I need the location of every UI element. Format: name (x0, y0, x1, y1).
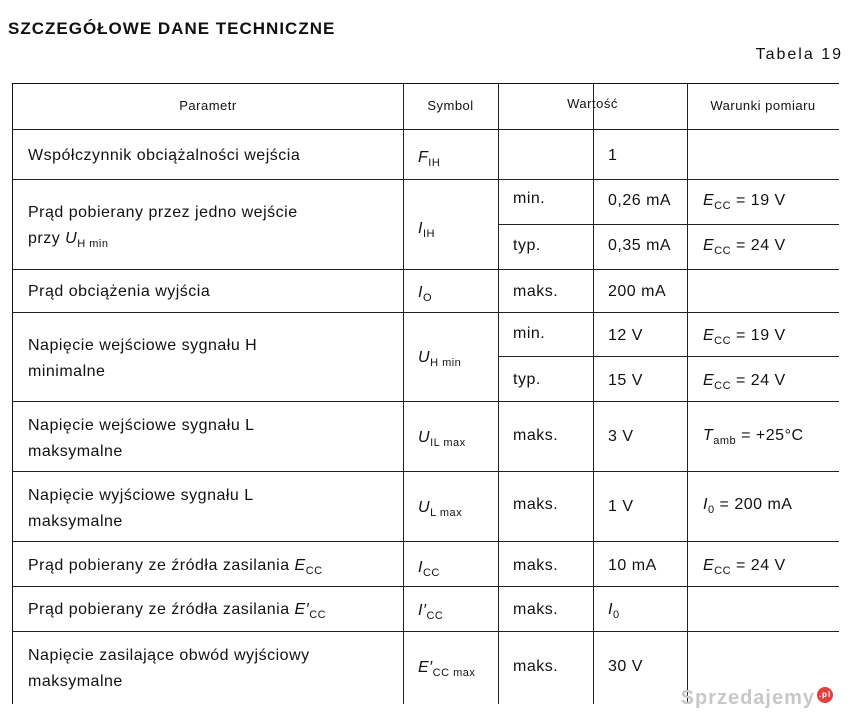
param-qualifier: maks. (513, 496, 559, 513)
param-symbol: $U_{H min}$ (418, 349, 462, 369)
param-value: 10 mA (608, 557, 657, 574)
param-label: Prąd pobierany ze źródła zasilania $E_{CC}$ (28, 557, 323, 577)
measurement-condition: $E_{CC} = 19$ V (703, 327, 786, 347)
param-symbol: $I'_{CC}$ (418, 602, 444, 622)
row-divider (13, 401, 839, 402)
param-label-line2: minimalne (28, 363, 106, 380)
row-divider (498, 356, 839, 357)
param-value: 0,35 mA (608, 237, 672, 254)
param-qualifier: maks. (513, 658, 559, 675)
param-qualifier: min. (513, 325, 546, 342)
param-label-line2: maksymalne (28, 673, 123, 690)
param-symbol: $E'_{CC max}$ (418, 659, 476, 679)
param-qualifier: typ. (513, 237, 541, 254)
row-divider (13, 586, 839, 587)
col-divider (498, 84, 499, 704)
param-value: 200 mA (608, 283, 667, 300)
param-qualifier: maks. (513, 557, 559, 574)
param-label-line2: maksymalne (28, 443, 123, 460)
param-label: Prąd pobierany przez jedno wejście (28, 204, 298, 221)
param-value: 1 (608, 147, 618, 164)
row-divider (13, 312, 839, 313)
measurement-condition: $E_{CC} = 19$ V (703, 192, 786, 212)
param-value: 15 V (608, 372, 643, 389)
param-symbol: $U_{IL max}$ (418, 429, 466, 449)
param-value: 12 V (608, 327, 643, 344)
page-title: SZCZEGÓŁOWE DANE TECHNICZNE (8, 19, 336, 38)
param-value: $I_0$ (608, 601, 620, 621)
spec-table (12, 83, 839, 704)
header-parametr: Parametr (179, 98, 237, 113)
param-label-line2: maksymalne (28, 513, 123, 530)
param-qualifier: maks. (513, 283, 559, 300)
row-divider (13, 269, 839, 270)
measurement-condition: $I_0 = 200$ mA (703, 496, 793, 516)
param-label: Napięcie zasilające obwód wyjściowy (28, 647, 310, 664)
row-divider (498, 224, 839, 225)
header-warunki: Warunki pomiaru (710, 98, 816, 113)
param-label: Prąd obciążenia wyjścia (28, 283, 211, 300)
param-value: 0,26 mA (608, 192, 672, 209)
row-divider (13, 471, 839, 472)
header-symbol: Symbol (427, 98, 474, 113)
param-qualifier: maks. (513, 427, 559, 444)
watermark-logo: Sprzedajemy .pl (680, 687, 832, 709)
col-divider (593, 84, 594, 704)
measurement-condition: $E_{CC} = 24$ V (703, 372, 786, 392)
param-qualifier: maks. (513, 601, 559, 618)
param-symbol: $I_{CC}$ (418, 559, 440, 579)
table-number: Tabela 19 (755, 46, 843, 63)
param-label: Napięcie wejściowe sygnału L (28, 417, 255, 434)
param-qualifier: typ. (513, 371, 541, 388)
param-qualifier: min. (513, 190, 546, 207)
row-divider (13, 129, 839, 130)
param-label: Napięcie wyjściowe sygnału L (28, 487, 254, 504)
param-label-line2: przy $U_{H min}$ (28, 230, 109, 250)
header-wartosc: Wartość (567, 96, 618, 111)
param-symbol: $I_O$ (418, 284, 433, 304)
measurement-condition: $T_{amb} = +25^\circ C$ (703, 427, 804, 447)
row-divider (13, 541, 839, 542)
param-symbol: $I_{IH}$ (418, 220, 435, 240)
param-value: 30 V (608, 658, 643, 675)
col-divider (403, 84, 404, 704)
param-symbol: $F_{IH}$ (418, 149, 441, 169)
row-divider (13, 179, 839, 180)
measurement-condition: $E_{CC} = 24$ V (703, 557, 786, 577)
param-label: Prąd pobierany ze źródła zasilania $E'_{CC}$ (28, 601, 327, 621)
param-label: Napięcie wejściowe sygnału H (28, 337, 258, 354)
param-value: 3 V (608, 428, 634, 445)
col-divider (687, 84, 688, 704)
row-divider (13, 631, 839, 632)
param-symbol: $U_{L max}$ (418, 499, 463, 519)
param-value: 1 V (608, 498, 634, 515)
param-label: Współczynnik obciążalności wejścia (28, 147, 301, 164)
measurement-condition: $E_{CC} = 24$ V (703, 237, 786, 257)
